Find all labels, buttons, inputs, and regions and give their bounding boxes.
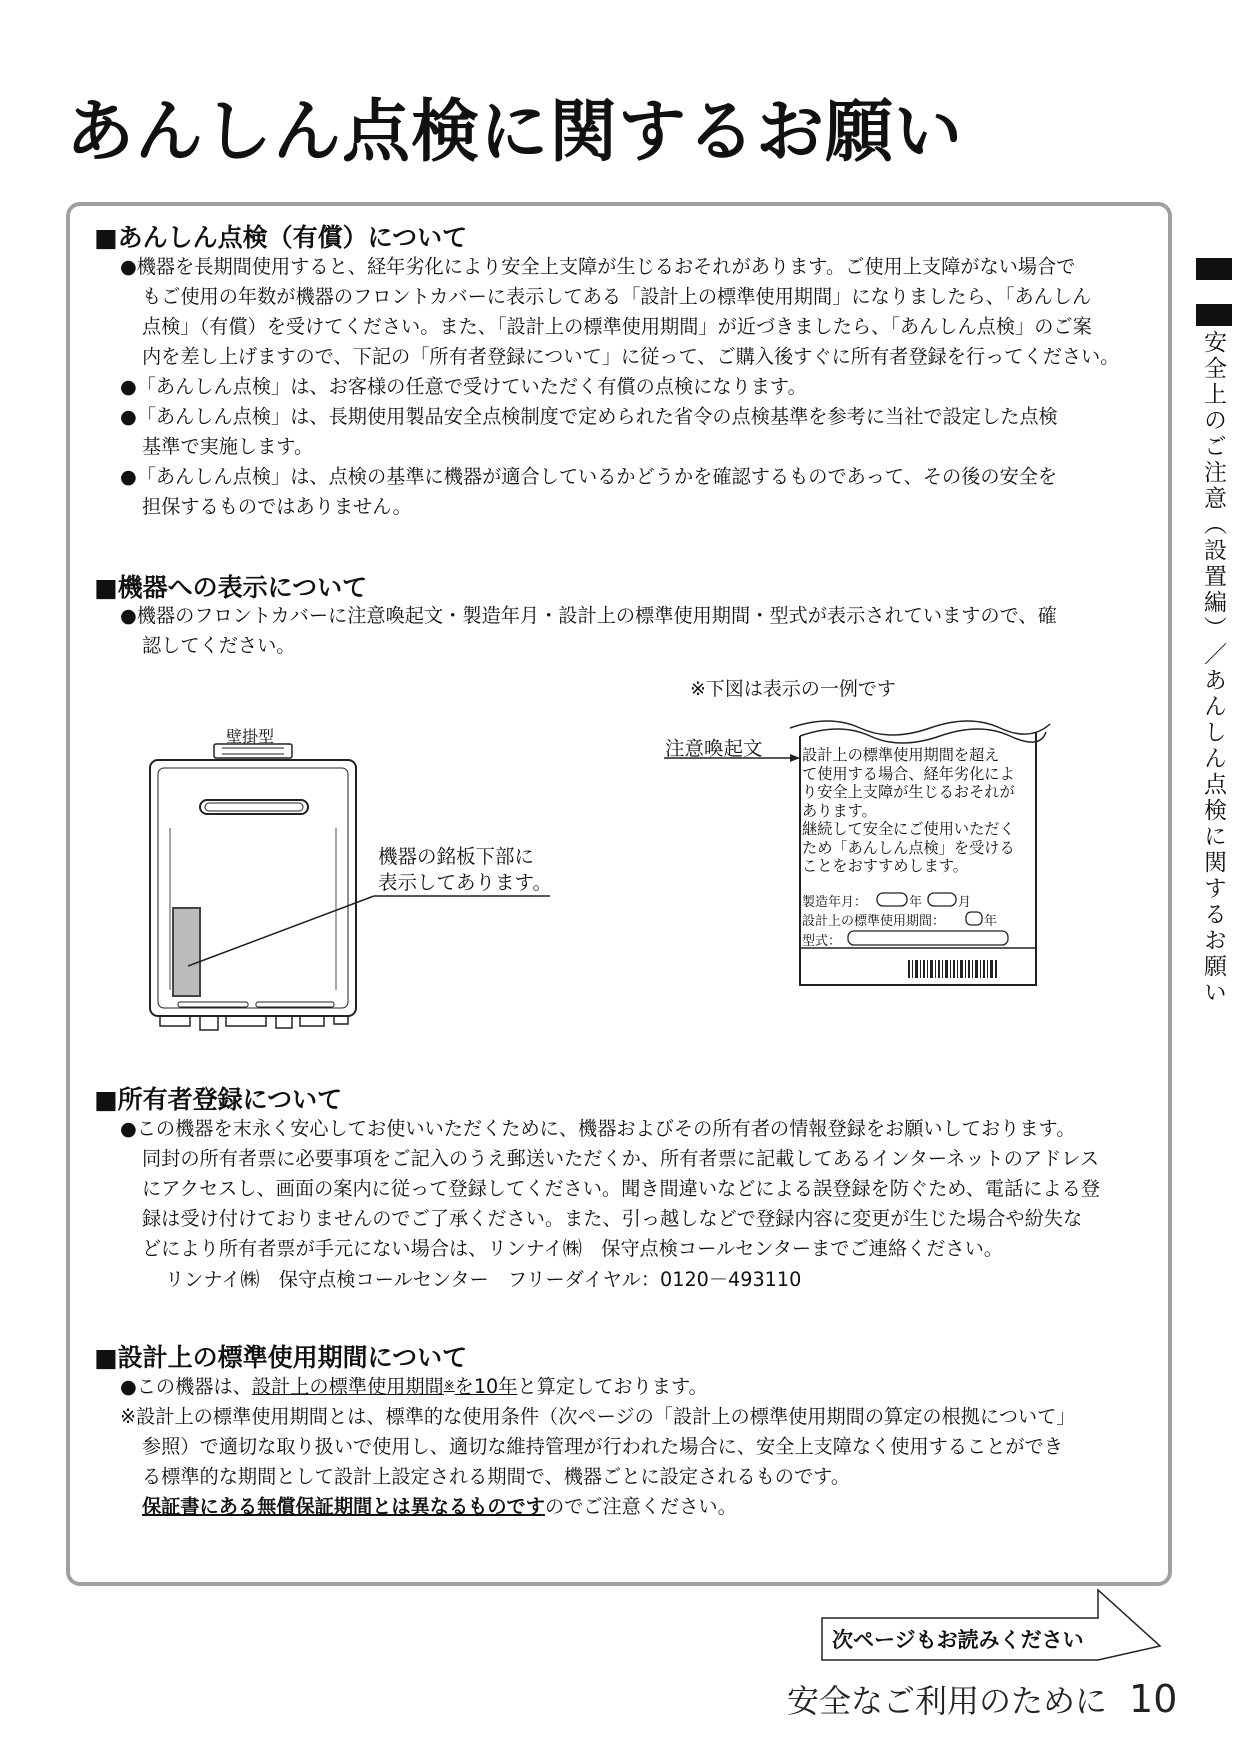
footnote-line: ※設計上の標準使用期間とは、標準的な使用条件（次ページの「設計上の標準使用期間の算定の根拠について」	[120, 1405, 1076, 1428]
list-item-cont: 同封の所有者票に必要事項をご記入のうえ郵送いただくか、所有者票に記載してあるインターネットのアドレス	[142, 1147, 1100, 1170]
heater-type-label: 壁掛型	[226, 727, 275, 746]
footnote-mark: ※	[443, 1379, 455, 1394]
list-item-cont: 基準で実施します。	[142, 435, 314, 458]
plate-line: り安全上支障が生じるおそれが	[802, 783, 1015, 801]
caution-text-label: 注意喚起文	[665, 737, 763, 760]
section-heading-device-label: ■機器への表示について	[94, 573, 368, 602]
list-item-cont: 担保するものではありません。	[142, 495, 412, 518]
text-fragment: ●この機器は、	[120, 1375, 252, 1398]
plate-period-label: 設計上の標準使用期間：	[802, 914, 946, 929]
model-field-box	[848, 931, 1008, 945]
side-tab-label: 安全上のご注意（設置編）／あんしん点検に関するお願い	[1200, 330, 1226, 1006]
year-field-box	[877, 893, 907, 906]
callout-line: 表示してあります。	[378, 871, 552, 894]
underlined-period: 10年	[473, 1375, 518, 1398]
list-item: ●機器を長期間使用すると、経年劣化により安全上支障が生じるおそれがあります。ご使用上支障がない場合で	[120, 255, 1076, 278]
plate-period-year-char: 年	[984, 914, 998, 929]
text-fragment: を	[454, 1375, 474, 1398]
nameplate-callout	[378, 844, 552, 896]
caution-arrow-head	[790, 754, 800, 762]
list-item	[120, 1372, 1152, 1402]
plate-line: 継続して安全にご使用いただく	[802, 820, 1015, 838]
section-standard-period-body	[120, 1372, 1152, 1522]
list-item-cont: 認してください。	[142, 634, 296, 657]
plate-caution-text	[802, 746, 1028, 876]
figure-example-note: ※下図は表示の一例です	[690, 678, 896, 700]
list-item-cont: 内を差し上げますので、下記の「所有者登録について」に従って、ご購入後すぐに所有者登録を行ってください。	[142, 345, 1120, 368]
list-item-cont: どにより所有者票が手元にない場合は、リンナイ㈱ 保守点検コールセンターまでご連絡ください。	[142, 1237, 1003, 1260]
list-item: ●「あんしん点検」は、長期使用製品安全点検制度で定められた省令の点検基準を参考に当社で設定した点検	[120, 405, 1058, 428]
section-owner-registration-body	[120, 1114, 1152, 1264]
list-item: ●機器のフロントカバーに注意喚起文・製造年月・設計上の標準使用期間・型式が表示されていますので、確	[120, 604, 1057, 627]
list-item: ●「あんしん点検」は、点検の基準に機器が適合しているかどうかを確認するものであって、その後の安全を	[120, 465, 1058, 488]
list-item-cont: もご使用の年数が機器のフロントカバーに表示してある「設計上の標準使用期間」になりましたら、「あんしん	[142, 285, 1092, 308]
warranty-note	[120, 1492, 1152, 1522]
list-item-cont: 録は受け付けておりませんのでご了承ください。また、引っ越しなどで登録内容に変更が生じた場合や紛失な	[142, 1207, 1083, 1230]
list-item: ●「あんしん点検」は、お客様の任意で受けていただく有償の点検になります。	[120, 375, 807, 398]
plate-line: ため「あんしん点検」を受ける	[802, 838, 1015, 857]
plate-line: て使用する場合、経年劣化によ	[802, 764, 1015, 783]
footer-section-title: 安全なご利用のために	[787, 1682, 1108, 1720]
page-number: 10	[1129, 1677, 1178, 1721]
next-page-notice: 次ページもお読みください	[832, 1628, 1084, 1652]
list-item-cont: 点検」（有償）を受けてください。また、「設計上の標準使用期間」が近づきましたら、「あんしん点検」のご案	[142, 315, 1092, 338]
barcode-icon	[908, 960, 997, 978]
period-field-box	[966, 912, 982, 925]
section-heading-standard-period: ■設計上の標準使用期間について	[94, 1343, 468, 1372]
section-heading-anshin-inspection: ■あんしん点検（有償）について	[94, 223, 468, 252]
plate-line: ことをおすすめします。	[802, 857, 968, 875]
plate-wave-edge-top	[790, 721, 1050, 735]
month-field-box	[928, 893, 956, 906]
plate-mfg-label: 製造年月：	[802, 895, 868, 910]
call-center-contact: リンナイ㈱ 保守点検コールセンター フリーダイヤル：0120－493110	[165, 1268, 802, 1291]
page-footer	[787, 1676, 1177, 1722]
page-title: あんしん点検に関するお願い	[66, 93, 964, 172]
callout-leader-line	[188, 896, 374, 966]
underlined-term: 設計上の標準使用期間	[251, 1375, 444, 1398]
text-fragment: と算定しております。	[517, 1375, 708, 1398]
list-item: ●この機器を末永く安心してお使いいただくために、機器およびその所有者の情報登録をお願いしております。	[120, 1117, 1076, 1140]
plate-year-char: 年	[909, 895, 923, 910]
footnote-line: る標準的な期間として設計上設定される期間で、機器ごとに設定されるものです。	[142, 1465, 851, 1488]
plate-model-label: 型式：	[802, 934, 842, 949]
plate-line: あります。	[802, 801, 877, 820]
text-fragment: のでご注意ください。	[544, 1495, 737, 1518]
callout-line: 機器の銘板下部に	[378, 845, 535, 868]
warranty-emphasis: 保証書にある無償保証期間とは異なるものです	[142, 1495, 545, 1518]
plate-line: 設計上の標準使用期間を超え	[802, 746, 1000, 764]
section-heading-owner-registration: ■所有者登録について	[94, 1085, 343, 1114]
water-heater-illustration	[150, 744, 356, 1030]
list-item-cont: にアクセスし、画面の案内に従って登録してください。聞き間違いなどによる誤登録を防ぐため、電話による登	[142, 1177, 1101, 1200]
footnote-line: 参照）で適切な取り扱いで使用し、適切な維持管理が行われた場合に、安全上支障なく使用することができ	[142, 1435, 1063, 1458]
plate-month-char: 月	[958, 895, 972, 910]
